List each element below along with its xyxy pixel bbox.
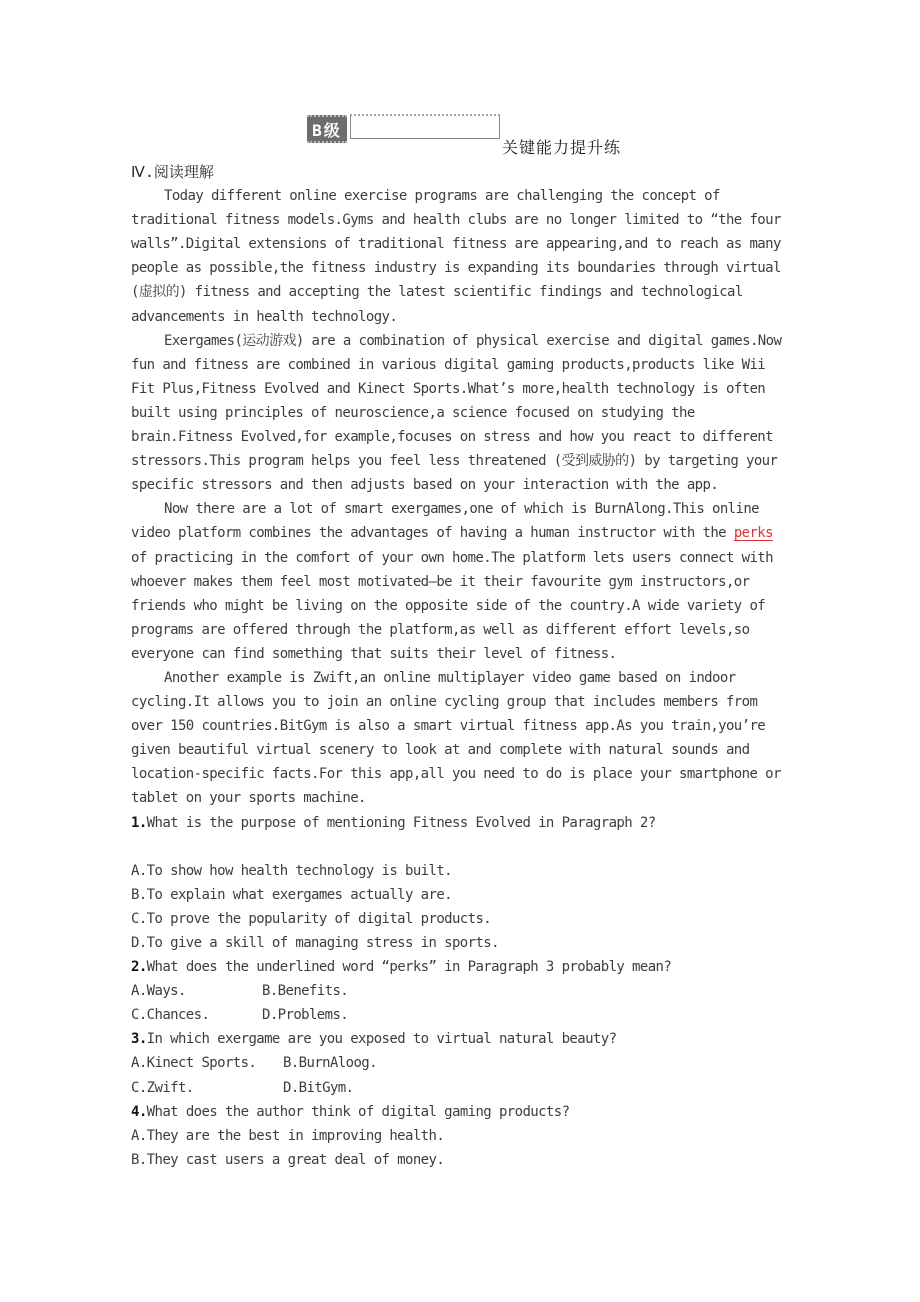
question-3-option-row-2 — [131, 1076, 795, 1100]
underlined-word-perks: perks — [733, 525, 773, 542]
worksheet-content — [131, 160, 795, 1172]
question-3-option-d: D.BitGym. — [283, 1079, 354, 1096]
level-badge: B级 — [307, 115, 347, 143]
question-1-option-b: B.To explain what exergames actually are. — [131, 886, 452, 903]
header-underline-box — [350, 114, 500, 139]
question-2-option-a: A.Ways. — [131, 983, 186, 1000]
passage-p3-text-before: Now there are a lot of smart exergames,one of which is BurnAlong.This online video platform combines the advantages of having a human instructor with the — [131, 501, 759, 542]
question-3-option-c: C.Zwift. — [131, 1079, 194, 1096]
question-1 — [131, 811, 795, 956]
question-1-stem — [131, 811, 795, 835]
question-4 — [131, 1100, 795, 1172]
question-1-option-c: C.To prove the popularity of digital products. — [131, 910, 492, 927]
passage-p3-text-after: of practicing in the comfort of your own home.The platform lets users connect with whoever makes them feel most motivated—be it their favourite gym instructors,or friends who might be living on the opposite side of the country.A wide variety of programs are offered through the platform,as well as different effort levels,so everyone can find something that suits their level of fitness. — [131, 549, 773, 662]
question-2-number: 2. — [131, 959, 147, 976]
question-2 — [131, 955, 795, 1027]
section-header — [307, 114, 621, 158]
blank-line-after-question-1 — [131, 835, 795, 859]
question-3-stem-text: In which exergame are you exposed to virtual natural beauty? — [146, 1031, 617, 1048]
question-4-number: 4. — [131, 1103, 147, 1120]
question-4-option-a: A.They are the best in improving health. — [131, 1127, 445, 1144]
question-2-option-d: D.Problems. — [262, 1007, 349, 1024]
question-2-option-row-1 — [131, 979, 795, 1003]
question-3-option-row-1 — [131, 1051, 795, 1075]
question-3 — [131, 1027, 795, 1099]
question-3-option-a: A.Kinect Sports. — [131, 1055, 257, 1072]
question-1-option-d: D.To give a skill of managing stress in sports. — [131, 935, 499, 951]
question-3-option-b: B.BurnAloog. — [283, 1055, 377, 1072]
question-2-option-c: C.Chances. — [131, 1007, 210, 1024]
header-title: 关键能力提升练 — [502, 138, 622, 157]
question-2-stem — [131, 955, 795, 979]
question-4-option-b: B.They cast users a great deal of money. — [131, 1151, 445, 1168]
passage-paragraph-4: Another example is Zwift,an online multiplayer video game based on indoor cycling.It allows you to join an online cycling group that includes members from over 150 countries.BitGym is also a smart virtual fitness app.As you train,you’re given beautiful virtual scenery to look at and complete with natural sounds and location-specific facts.For this app,all you need to do is place your smartphone or tablet on your sports machine. — [131, 669, 781, 807]
question-2-option-b: B.Benefits. — [262, 983, 349, 1000]
question-2-option-row-2 — [131, 1003, 795, 1027]
question-1-stem-text: What is the purpose of mentioning Fitness Evolved in Paragraph 2? — [146, 814, 656, 831]
question-3-number: 3. — [131, 1031, 147, 1048]
question-1-number: 1. — [131, 814, 147, 831]
section-title: Ⅳ.阅读理解 — [131, 163, 214, 181]
question-4-stem-text: What does the author think of digital gaming products? — [146, 1103, 570, 1120]
passage-paragraph-2: Exergames(运动游戏) are a combination of physical exercise and digital games.Now fun and fitness are combined in various digital gaming products,products like Wii Fit Plus,Fitness Evolved and Kinect Sports.What’s more,health technology is often built using principles of neuroscience,a science focused on studying the brain.Fitness Evolved,for example,focuses on stress and how you react to different stressors.This program helps you feel less threatened (受到威胁的) by targeting your specific stressors and then adjusts based on your interaction with the app. — [131, 332, 782, 494]
passage-paragraph-1: Today different online exercise programs are challenging the concept of traditional fitness models.Gyms and health clubs are no longer limited to “the four walls”.Digital extensions of traditional fitness are appearing,and to reach as many people as possible,the fitness industry is expanding its boundaries through virtual (虚拟的) fitness and accepting the latest scientific findings and technological advancements in health technology. — [131, 188, 781, 325]
question-1-option-a: A.To show how health technology is built. — [131, 862, 452, 879]
passage-paragraph-3 — [131, 497, 795, 666]
question-3-stem — [131, 1027, 795, 1051]
question-2-stem-text: What does the underlined word “perks” in Paragraph 3 probably mean? — [146, 959, 672, 976]
question-4-stem — [131, 1100, 795, 1124]
